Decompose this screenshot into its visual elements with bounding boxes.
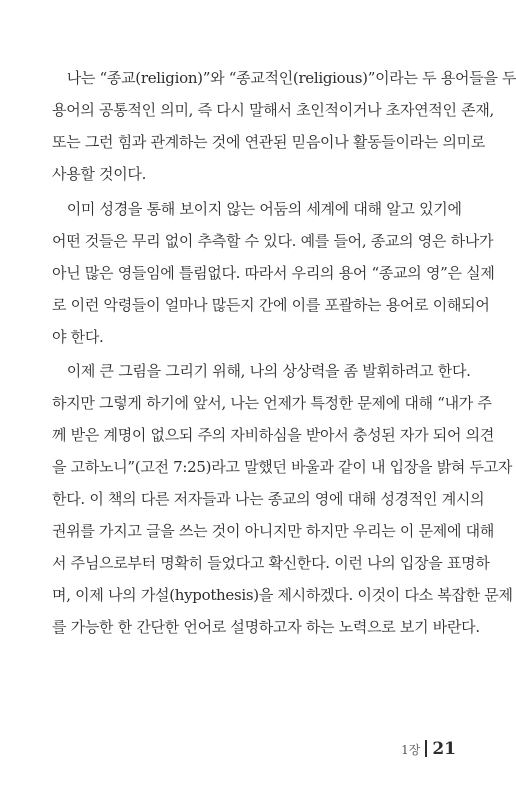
text-line: 이미 성경을 통해 보이지 않는 어둠의 세계에 대해 알고 있기에	[52, 200, 462, 218]
page-footer	[401, 739, 456, 759]
text-line: 한다. 이 책의 다른 저자들과 나는 종교의 영에 대해 성경적인 계시의	[52, 490, 485, 508]
text-line: 이제 큰 그림을 그리기 위해, 나의 상상력을 좀 발휘하려고 한다.	[52, 362, 471, 380]
text-line: 을 고하노니”(고전 7:25)라고 말했던 바울과 같이 내 입장을 밝혀 두고자	[52, 458, 513, 476]
paragraph-2	[52, 193, 495, 353]
text-line: 권위를 가지고 글을 쓰는 것이 아니지만 하지만 우리는 이 문제에 대해	[52, 522, 495, 540]
text-line: 를 가능한 한 간단한 언어로 설명하고자 하는 노력으로 보기 바란다.	[52, 618, 480, 636]
paragraph-1	[52, 62, 516, 190]
chapter-label: 1장	[401, 743, 421, 757]
text-line: 용어의 공통적인 의미, 즉 다시 말해서 초인적이거나 초자연적인 존재,	[52, 101, 495, 119]
page-number: 21	[432, 739, 456, 759]
text-line: 하지만 그렇게 하기에 앞서, 나는 언제가 특정한 문제에 대해 “내가 주	[52, 394, 492, 412]
text-line: 어떤 것들은 무리 없이 추측할 수 있다. 예를 들어, 종교의 영은 하나가	[52, 232, 494, 250]
text-line: 며, 이제 나의 가설(hypothesis)을 제시하겠다. 이것이 다소 복잡한 문제	[52, 586, 513, 604]
text-line: 또는 그런 힘과 관계하는 것에 연관된 믿음이나 활동들이라는 의미로	[52, 133, 486, 151]
footer-divider	[425, 740, 427, 757]
text-line: 로 이런 악령들이 얼마나 많든지 간에 이를 포괄하는 용어로 이해되어	[52, 296, 490, 314]
text-line: 야 한다.	[52, 328, 104, 346]
text-line: 아닌 많은 영들임에 틀림없다. 따라서 우리의 용어 “종교의 영”은 실제	[52, 264, 495, 282]
text-line: 사용할 것이다.	[52, 165, 147, 183]
text-line: 나는 “종교(religion)”와 “종교적인(religious)”이라는 두 용어들을 두	[52, 69, 516, 87]
paragraph-3	[52, 355, 513, 643]
text-line: 서 주님으로부터 명확히 들었다고 확신한다. 이런 나의 입장을 표명하	[52, 554, 490, 572]
text-line: 께 받은 계명이 없으되 주의 자비하심을 받아서 충성된 자가 되어 의견	[52, 426, 495, 444]
